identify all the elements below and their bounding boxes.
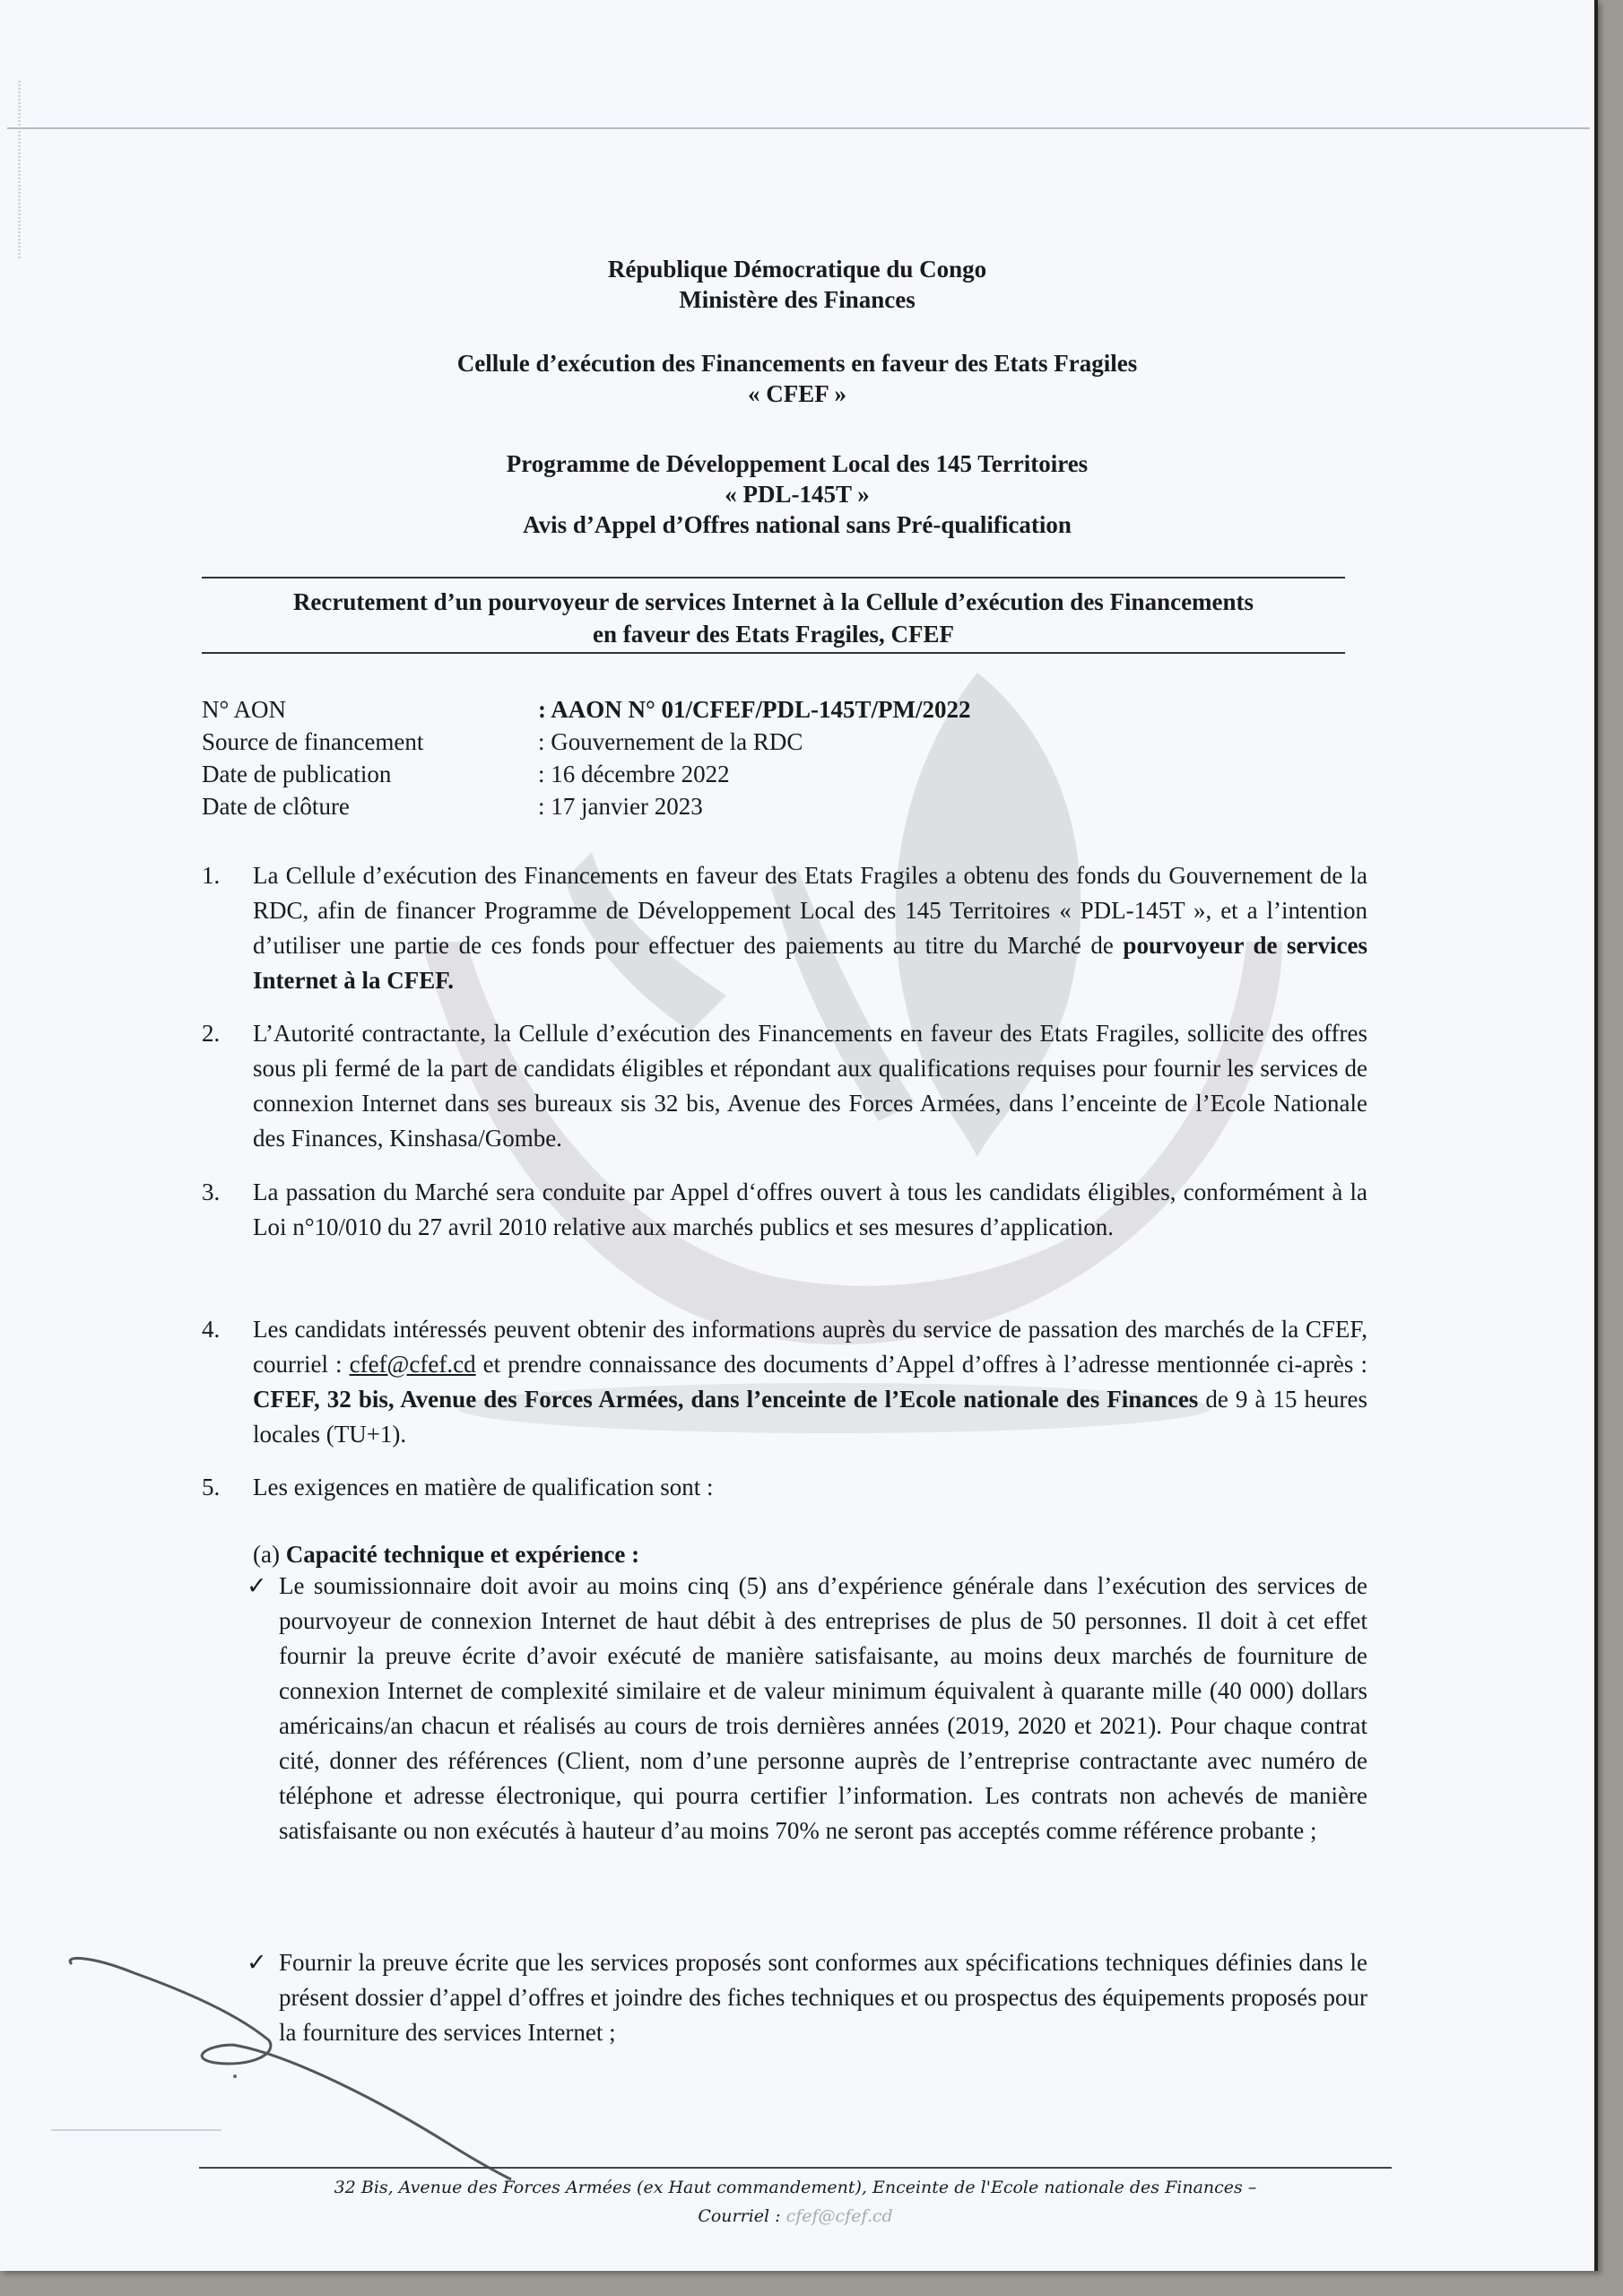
meta-row-closing [202,790,971,822]
program-name: Programme de Développement Local des 145 Territoires [506,450,1089,477]
subsection-title: Capacité technique et expérience : [285,1541,640,1568]
program-acronym: « PDL-145T » [725,481,870,508]
paragraph-number: 2. [202,1020,221,1047]
agency-acronym: « CFEF » [748,380,846,407]
paragraph-5 [202,1470,1367,1505]
signature-icon [54,1955,556,2188]
paragraph-3 [202,1175,1367,1245]
title-line-1: Recrutement d’un pourvoyeur de services Internet à la Cellule d’exécution des Financements [292,588,1254,615]
agency-name: Cellule d’exécution des Financements en faveur des Etats Fragiles [456,350,1138,377]
subsection-label: (a) [253,1541,286,1568]
paragraph-2 [202,1016,1367,1156]
meta-label: N° AON [202,696,287,723]
footer-contact [199,2206,1392,2226]
letterhead-agency [0,348,1594,409]
meta-value: : 17 janvier 2023 [538,793,703,820]
paragraph-text [253,1312,1367,1452]
header-rule [7,127,1590,129]
footer-rule [199,2167,1392,2169]
bold-text: CFEF, 32 bis, Avenue des Forces Armées, dans l’enceinte de l’Ecole nationale des Finances [253,1386,1199,1413]
paragraph-4 [202,1312,1367,1452]
email-link[interactable]: cfef@cfef.cd [349,1351,476,1378]
ministry-name: Ministère des Finances [679,286,916,313]
title-top-rule [202,577,1345,578]
paragraph-text: L’Autorité contractante, la Cellule d’exécution des Financements en faveur des Etats Fragiles, sollicite des offres sous pli fermé de la part de candidats éligibles et répondant aux qualifications requises pour fournir les services de connexion Internet dans ses bureaux sis 32 bis, Avenue des Forces Armées, dans l’enceinte de l’Ecole Nationale des Finances, Kinshasa/Gombe. [253,1020,1367,1152]
checkmark-icon: ✓ [247,1572,267,1599]
signature-line [51,2129,221,2131]
meta-row-aon [202,693,971,726]
footer-email-label: Courriel : [698,2206,786,2226]
requirement-1 [247,1569,1367,1848]
text: La Cellule d’exécution des Financements en faveur des Etats Fragiles a obtenu des fonds du Gouvernement de la RDC, afin de financer Programme de Développement Local des 145 Territoires « PDL-145T », et a l’intention d’utiliser une partie de ces fonds pour effectuer des paiements au titre du Marché de [253,862,1367,959]
paragraph-1 [202,858,1367,998]
country-name: République Démocratique du Congo [607,256,987,283]
meta-label: Date de clôture [202,793,350,820]
footer-address: 32 Bis, Avenue des Forces Armées (ex Haut commandement), Enceinte de l'Ecole nationale des Finances – [334,2178,1257,2197]
paragraph-number: 4. [202,1316,221,1343]
paragraph-number: 5. [202,1474,221,1500]
checkmark-icon: ✓ [247,1949,267,1976]
paragraph-text: Les exigences en matière de qualification sont : [253,1474,714,1500]
paragraph-text: La passation du Marché sera conduite par Appel d‘offres ouvert à tous les candidats éligibles, conformément à la Loi n°10/010 du 27 avril 2010 relative aux marchés publics et ses mesures d’application. [253,1178,1367,1240]
meta-row-publication [202,758,971,790]
meta-label: Date de publication [202,761,392,787]
text: et prendre connaissance des documents d’Appel d’offres à l’adresse mentionnée ci-après : [475,1351,1367,1378]
title-bottom-rule [202,652,1345,654]
notice-metadata [202,693,971,822]
meta-value: : 16 décembre 2022 [538,761,730,787]
paragraph-number: 1. [202,862,221,889]
paragraph-number: 3. [202,1178,221,1205]
bold-text: pourvoyeur de services Internet à la CFEF. [253,932,1367,994]
meta-row-source [202,726,971,758]
notice-type: Avis d’Appel d’Offres national sans Pré-qualification [523,511,1072,538]
meta-value: : Gouvernement de la RDC [538,728,803,755]
scan-artifact [18,81,21,260]
footer-email[interactable]: cfef@cfef.cd [785,2206,893,2226]
text: de 9 à 15 heures locales (TU+1). [253,1386,1367,1448]
text: Les candidats intéressés peuvent obtenir des informations auprès du service de passation des marchés de la CFEF, courriel : [253,1316,1367,1378]
meta-label: Source de financement [202,728,424,755]
requirement-text: Fournir la preuve écrite que les services proposés sont conformes aux spécifications techniques définies dans le présent dossier d’appel d’offres et joindre des fiches techniques et ou prospectus des équipements proposés pour la fourniture des services Internet ; [279,1949,1367,2046]
requirement-text: Le soumissionnaire doit avoir au moins cinq (5) ans d’expérience générale dans l’exécution des services de pourvoyeur de connexion Internet de haut débit à des entreprises de plus de 50 personnes. Il doit à cet effet fournir la preuve écrite d’avoir exécuté de manière satisfaisante, au moins deux marchés de fourniture de connexion Internet de complexité similaire et de valeur minimum équivalent à quarante mille (40 000) dollars américains/an chacun et réalisés au cours de trois dernières années (2019, 2020 et 2021). Pour chaque contrat cité, donner des références (Client, nom d’une personne auprès de l’entreprise contractante avec numéro de téléphone et adresse électronique, qui pourra certifier l’information. Les contrats non achevés de manière satisfaisante ou non exécutés à hauteur d’au moins 70% ne seront pas acceptés comme référence probante ; [279,1572,1367,1844]
title-line-2: en faveur des Etats Fragiles, CFEF [593,621,954,648]
letterhead-government [0,254,1594,315]
letterhead-program [0,448,1594,540]
paragraph-text [253,858,1367,998]
document-title [202,586,1345,650]
meta-value: : AAON N° 01/CFEF/PDL-145T/PM/2022 [538,696,971,723]
subsection-heading [253,1537,639,1572]
